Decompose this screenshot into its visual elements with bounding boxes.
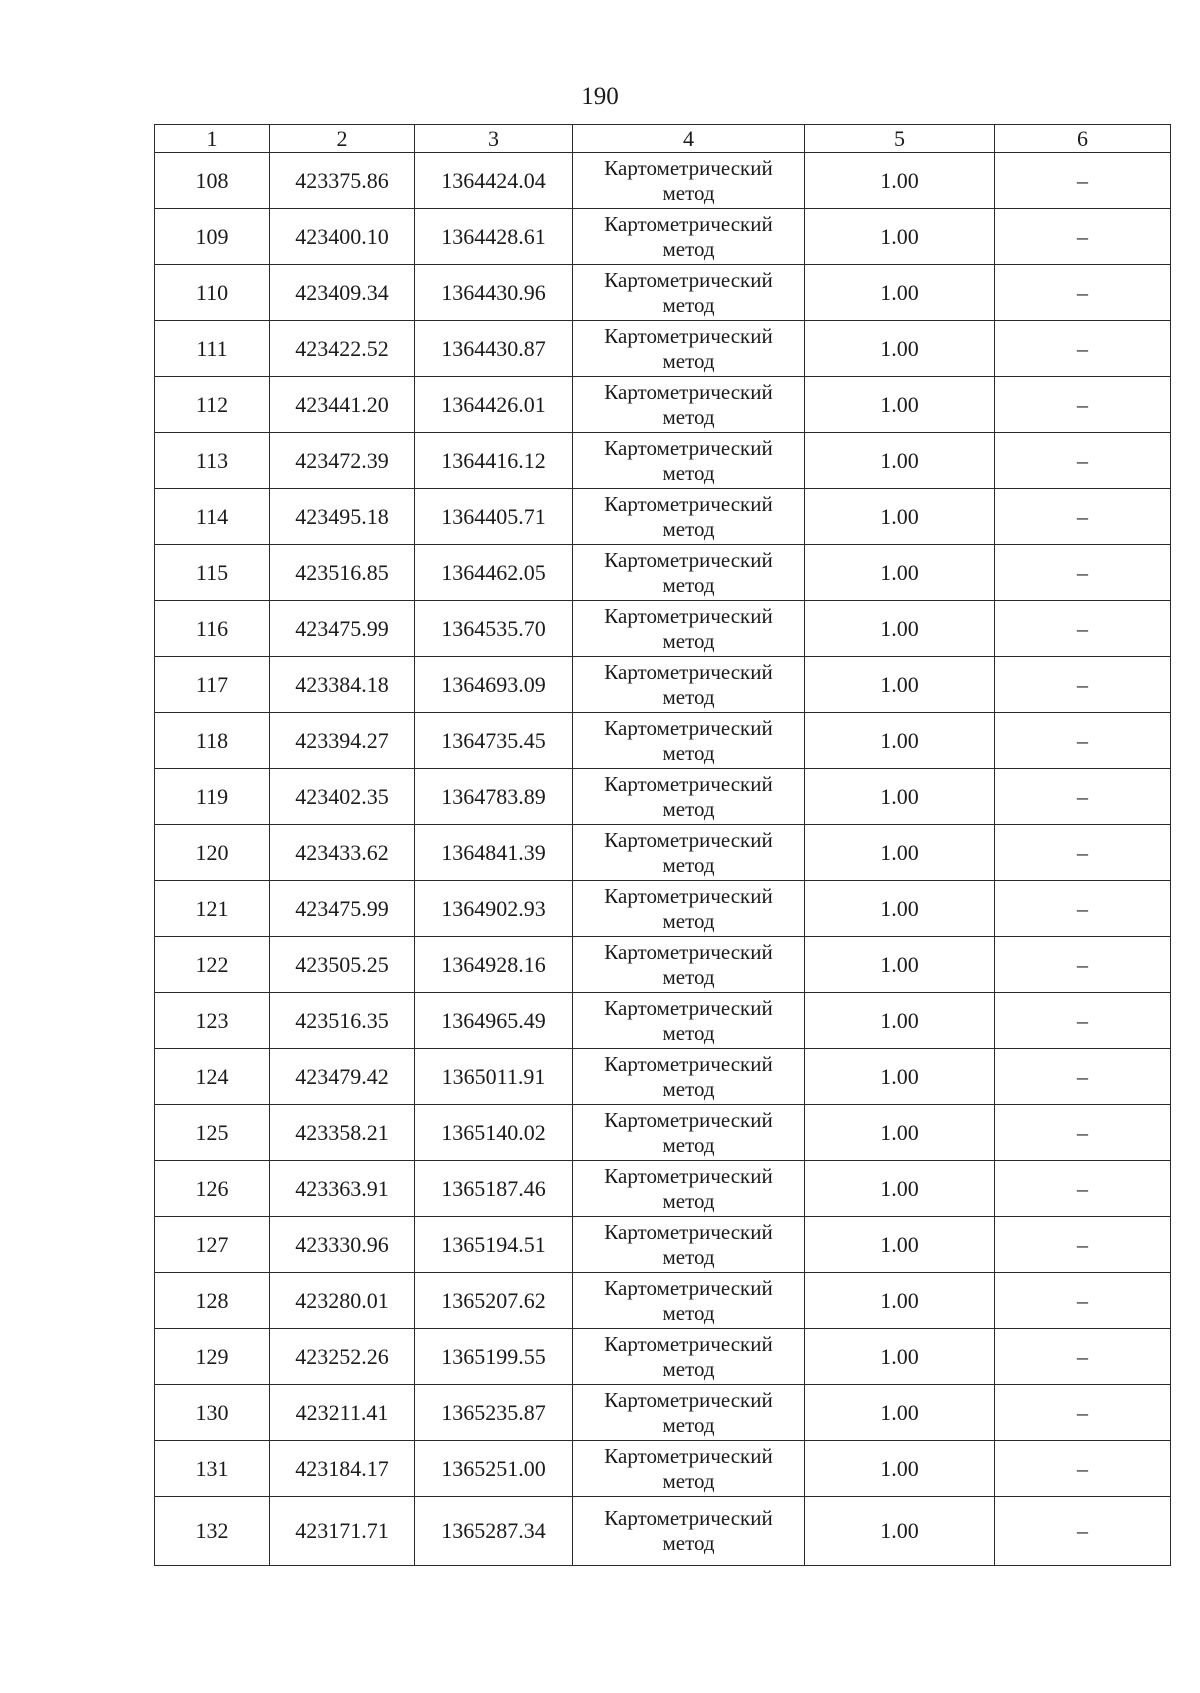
method-cell bbox=[573, 433, 805, 489]
x-coordinate-cell: 423384.18 bbox=[270, 657, 415, 713]
accuracy-cell: 1.00 bbox=[805, 1049, 995, 1105]
method-text-line: метод bbox=[662, 572, 715, 597]
y-coordinate-cell: 1364426.01 bbox=[415, 377, 573, 433]
accuracy-cell: 1.00 bbox=[805, 153, 995, 209]
y-coordinate-cell: 1365194.51 bbox=[415, 1217, 573, 1273]
accuracy-cell: 1.00 bbox=[805, 545, 995, 601]
method-text-line: метод bbox=[662, 964, 715, 989]
y-coordinate-cell: 1364535.70 bbox=[415, 601, 573, 657]
point-number-cell: 115 bbox=[155, 545, 270, 601]
method-text-line: метод bbox=[662, 236, 715, 261]
table-row bbox=[155, 433, 1171, 489]
note-cell: – bbox=[995, 209, 1171, 265]
x-coordinate-cell: 423330.96 bbox=[270, 1217, 415, 1273]
table-row bbox=[155, 993, 1171, 1049]
table-row bbox=[155, 1497, 1171, 1566]
method-cell bbox=[573, 601, 805, 657]
method-text-line: Картометрический bbox=[604, 211, 773, 236]
table-row bbox=[155, 1441, 1171, 1497]
method-text-line: метод bbox=[662, 1531, 715, 1555]
table-row bbox=[155, 1217, 1171, 1273]
column-header: 5 bbox=[805, 125, 995, 153]
method-text-line: Картометрический bbox=[604, 379, 773, 404]
x-coordinate-cell: 423394.27 bbox=[270, 713, 415, 769]
method-text-line: Картометрический bbox=[604, 323, 773, 348]
method-text-line: метод bbox=[662, 796, 715, 821]
method-text-line: метод bbox=[662, 1020, 715, 1045]
point-number-cell: 127 bbox=[155, 1217, 270, 1273]
x-coordinate-cell: 423375.86 bbox=[270, 153, 415, 209]
note-cell: – bbox=[995, 545, 1171, 601]
note-cell: – bbox=[995, 1385, 1171, 1441]
method-cell bbox=[573, 209, 805, 265]
method-cell bbox=[573, 1161, 805, 1217]
method-text-line: Картометрический bbox=[604, 1443, 773, 1468]
y-coordinate-cell: 1364693.09 bbox=[415, 657, 573, 713]
table-row bbox=[155, 377, 1171, 433]
y-coordinate-cell: 1364783.89 bbox=[415, 769, 573, 825]
x-coordinate-cell: 423441.20 bbox=[270, 377, 415, 433]
method-cell bbox=[573, 321, 805, 377]
method-text-line: Картометрический bbox=[604, 491, 773, 516]
y-coordinate-cell: 1364430.87 bbox=[415, 321, 573, 377]
method-cell bbox=[573, 545, 805, 601]
point-number-cell: 130 bbox=[155, 1385, 270, 1441]
point-number-cell: 120 bbox=[155, 825, 270, 881]
method-cell bbox=[573, 657, 805, 713]
x-coordinate-cell: 423363.91 bbox=[270, 1161, 415, 1217]
note-cell: – bbox=[995, 1497, 1171, 1566]
method-text-line: Картометрический bbox=[604, 883, 773, 908]
x-coordinate-cell: 423495.18 bbox=[270, 489, 415, 545]
y-coordinate-cell: 1365287.34 bbox=[415, 1497, 573, 1566]
method-text-line: метод bbox=[662, 852, 715, 877]
point-number-cell: 131 bbox=[155, 1441, 270, 1497]
x-coordinate-cell: 423252.26 bbox=[270, 1329, 415, 1385]
accuracy-cell: 1.00 bbox=[805, 209, 995, 265]
method-text-line: метод bbox=[662, 1076, 715, 1101]
note-cell: – bbox=[995, 1329, 1171, 1385]
y-coordinate-cell: 1365187.46 bbox=[415, 1161, 573, 1217]
accuracy-cell: 1.00 bbox=[805, 1385, 995, 1441]
point-number-cell: 108 bbox=[155, 153, 270, 209]
point-number-cell: 125 bbox=[155, 1105, 270, 1161]
table-row bbox=[155, 1161, 1171, 1217]
accuracy-cell: 1.00 bbox=[805, 1441, 995, 1497]
y-coordinate-cell: 1364405.71 bbox=[415, 489, 573, 545]
table-row bbox=[155, 881, 1171, 937]
method-cell bbox=[573, 1105, 805, 1161]
accuracy-cell: 1.00 bbox=[805, 993, 995, 1049]
note-cell: – bbox=[995, 321, 1171, 377]
note-cell: – bbox=[995, 657, 1171, 713]
point-number-cell: 119 bbox=[155, 769, 270, 825]
accuracy-cell: 1.00 bbox=[805, 1273, 995, 1329]
accuracy-cell: 1.00 bbox=[805, 489, 995, 545]
table-row bbox=[155, 769, 1171, 825]
x-coordinate-cell: 423358.21 bbox=[270, 1105, 415, 1161]
point-number-cell: 128 bbox=[155, 1273, 270, 1329]
note-cell: – bbox=[995, 993, 1171, 1049]
y-coordinate-cell: 1364416.12 bbox=[415, 433, 573, 489]
point-number-cell: 110 bbox=[155, 265, 270, 321]
y-coordinate-cell: 1365251.00 bbox=[415, 1441, 573, 1497]
table-row bbox=[155, 153, 1171, 209]
x-coordinate-cell: 423402.35 bbox=[270, 769, 415, 825]
method-text-line: Картометрический bbox=[604, 1107, 773, 1132]
column-header: 2 bbox=[270, 125, 415, 153]
x-coordinate-cell: 423505.25 bbox=[270, 937, 415, 993]
point-number-cell: 114 bbox=[155, 489, 270, 545]
note-cell: – bbox=[995, 601, 1171, 657]
method-text-line: Картометрический bbox=[604, 1506, 773, 1530]
y-coordinate-cell: 1364424.04 bbox=[415, 153, 573, 209]
point-number-cell: 124 bbox=[155, 1049, 270, 1105]
accuracy-cell: 1.00 bbox=[805, 377, 995, 433]
table-row bbox=[155, 1385, 1171, 1441]
table-row bbox=[155, 1105, 1171, 1161]
note-cell: – bbox=[995, 1217, 1171, 1273]
point-number-cell: 113 bbox=[155, 433, 270, 489]
table-row bbox=[155, 321, 1171, 377]
point-number-cell: 112 bbox=[155, 377, 270, 433]
point-number-cell: 121 bbox=[155, 881, 270, 937]
coordinates-table bbox=[154, 124, 1171, 1566]
note-cell: – bbox=[995, 433, 1171, 489]
point-number-cell: 122 bbox=[155, 937, 270, 993]
x-coordinate-cell: 423475.99 bbox=[270, 601, 415, 657]
table-row bbox=[155, 657, 1171, 713]
note-cell: – bbox=[995, 937, 1171, 993]
method-cell bbox=[573, 937, 805, 993]
method-text-line: Картометрический bbox=[604, 603, 773, 628]
y-coordinate-cell: 1365140.02 bbox=[415, 1105, 573, 1161]
method-text-line: Картометрический bbox=[604, 547, 773, 572]
method-text-line: метод bbox=[662, 740, 715, 765]
accuracy-cell: 1.00 bbox=[805, 657, 995, 713]
method-text-line: Картометрический bbox=[604, 939, 773, 964]
table-row bbox=[155, 209, 1171, 265]
method-text-line: метод bbox=[662, 1132, 715, 1157]
note-cell: – bbox=[995, 377, 1171, 433]
method-text-line: Картометрический bbox=[604, 715, 773, 740]
column-header: 3 bbox=[415, 125, 573, 153]
accuracy-cell: 1.00 bbox=[805, 265, 995, 321]
method-cell bbox=[573, 1329, 805, 1385]
x-coordinate-cell: 423280.01 bbox=[270, 1273, 415, 1329]
y-coordinate-cell: 1365235.87 bbox=[415, 1385, 573, 1441]
y-coordinate-cell: 1365207.62 bbox=[415, 1273, 573, 1329]
y-coordinate-cell: 1365011.91 bbox=[415, 1049, 573, 1105]
note-cell: – bbox=[995, 1161, 1171, 1217]
method-text-line: Картометрический bbox=[604, 1219, 773, 1244]
table-body bbox=[155, 125, 1171, 1566]
point-number-cell: 129 bbox=[155, 1329, 270, 1385]
note-cell: – bbox=[995, 1049, 1171, 1105]
method-text-line: Картометрический bbox=[604, 1163, 773, 1188]
method-text-line: Картометрический bbox=[604, 1331, 773, 1356]
table-row bbox=[155, 713, 1171, 769]
point-number-cell: 117 bbox=[155, 657, 270, 713]
accuracy-cell: 1.00 bbox=[805, 1217, 995, 1273]
method-text-line: Картометрический bbox=[604, 771, 773, 796]
x-coordinate-cell: 423433.62 bbox=[270, 825, 415, 881]
accuracy-cell: 1.00 bbox=[805, 433, 995, 489]
accuracy-cell: 1.00 bbox=[805, 1329, 995, 1385]
table-row bbox=[155, 265, 1171, 321]
method-cell bbox=[573, 1049, 805, 1105]
y-coordinate-cell: 1364462.05 bbox=[415, 545, 573, 601]
method-cell bbox=[573, 1273, 805, 1329]
method-text-line: метод bbox=[662, 1468, 715, 1493]
method-cell bbox=[573, 881, 805, 937]
point-number-cell: 123 bbox=[155, 993, 270, 1049]
table-row bbox=[155, 601, 1171, 657]
point-number-cell: 132 bbox=[155, 1497, 270, 1566]
method-text-line: Картометрический bbox=[604, 827, 773, 852]
note-cell: – bbox=[995, 153, 1171, 209]
point-number-cell: 116 bbox=[155, 601, 270, 657]
y-coordinate-cell: 1364430.96 bbox=[415, 265, 573, 321]
method-cell bbox=[573, 713, 805, 769]
method-text-line: метод bbox=[662, 628, 715, 653]
method-text-line: метод bbox=[662, 1188, 715, 1213]
accuracy-cell: 1.00 bbox=[805, 881, 995, 937]
x-coordinate-cell: 423422.52 bbox=[270, 321, 415, 377]
page-number: 190 bbox=[581, 83, 619, 110]
table-row bbox=[155, 937, 1171, 993]
x-coordinate-cell: 423409.34 bbox=[270, 265, 415, 321]
method-text-line: метод bbox=[662, 1412, 715, 1437]
y-coordinate-cell: 1364902.93 bbox=[415, 881, 573, 937]
y-coordinate-cell: 1364965.49 bbox=[415, 993, 573, 1049]
method-cell bbox=[573, 1385, 805, 1441]
accuracy-cell: 1.00 bbox=[805, 713, 995, 769]
accuracy-cell: 1.00 bbox=[805, 1105, 995, 1161]
method-cell bbox=[573, 825, 805, 881]
method-text-line: метод bbox=[662, 1300, 715, 1325]
accuracy-cell: 1.00 bbox=[805, 937, 995, 993]
point-number-cell: 118 bbox=[155, 713, 270, 769]
x-coordinate-cell: 423171.71 bbox=[270, 1497, 415, 1566]
note-cell: – bbox=[995, 489, 1171, 545]
accuracy-cell: 1.00 bbox=[805, 1497, 995, 1566]
method-text-line: Картометрический bbox=[604, 659, 773, 684]
accuracy-cell: 1.00 bbox=[805, 825, 995, 881]
point-number-cell: 109 bbox=[155, 209, 270, 265]
x-coordinate-cell: 423184.17 bbox=[270, 1441, 415, 1497]
x-coordinate-cell: 423516.85 bbox=[270, 545, 415, 601]
method-cell bbox=[573, 1217, 805, 1273]
accuracy-cell: 1.00 bbox=[805, 601, 995, 657]
method-text-line: метод bbox=[662, 180, 715, 205]
method-cell bbox=[573, 769, 805, 825]
method-text-line: Картометрический bbox=[604, 995, 773, 1020]
column-header: 1 bbox=[155, 125, 270, 153]
note-cell: – bbox=[995, 881, 1171, 937]
method-cell bbox=[573, 265, 805, 321]
accuracy-cell: 1.00 bbox=[805, 1161, 995, 1217]
table-row bbox=[155, 1329, 1171, 1385]
method-text-line: метод bbox=[662, 1244, 715, 1269]
method-cell bbox=[573, 489, 805, 545]
accuracy-cell: 1.00 bbox=[805, 321, 995, 377]
method-text-line: Картометрический bbox=[604, 1051, 773, 1076]
method-cell bbox=[573, 153, 805, 209]
method-cell bbox=[573, 377, 805, 433]
method-text-line: Картометрический bbox=[604, 1387, 773, 1412]
x-coordinate-cell: 423475.99 bbox=[270, 881, 415, 937]
table-header-row bbox=[155, 125, 1171, 153]
method-text-line: метод bbox=[662, 684, 715, 709]
y-coordinate-cell: 1364428.61 bbox=[415, 209, 573, 265]
accuracy-cell: 1.00 bbox=[805, 769, 995, 825]
note-cell: – bbox=[995, 265, 1171, 321]
y-coordinate-cell: 1364928.16 bbox=[415, 937, 573, 993]
y-coordinate-cell: 1365199.55 bbox=[415, 1329, 573, 1385]
method-text-line: метод bbox=[662, 516, 715, 541]
method-cell bbox=[573, 993, 805, 1049]
note-cell: – bbox=[995, 825, 1171, 881]
point-number-cell: 126 bbox=[155, 1161, 270, 1217]
table-row bbox=[155, 545, 1171, 601]
method-text-line: метод bbox=[662, 908, 715, 933]
table-row bbox=[155, 825, 1171, 881]
method-text-line: метод bbox=[662, 404, 715, 429]
x-coordinate-cell: 423211.41 bbox=[270, 1385, 415, 1441]
x-coordinate-cell: 423479.42 bbox=[270, 1049, 415, 1105]
method-cell bbox=[573, 1441, 805, 1497]
y-coordinate-cell: 1364735.45 bbox=[415, 713, 573, 769]
method-text-line: Картометрический bbox=[604, 1275, 773, 1300]
x-coordinate-cell: 423472.39 bbox=[270, 433, 415, 489]
note-cell: – bbox=[995, 1273, 1171, 1329]
x-coordinate-cell: 423400.10 bbox=[270, 209, 415, 265]
note-cell: – bbox=[995, 1105, 1171, 1161]
method-text-line: метод bbox=[662, 460, 715, 485]
table-row bbox=[155, 489, 1171, 545]
note-cell: – bbox=[995, 713, 1171, 769]
method-text-line: Картометрический bbox=[604, 155, 773, 180]
note-cell: – bbox=[995, 1441, 1171, 1497]
method-text-line: метод bbox=[662, 292, 715, 317]
table-row bbox=[155, 1049, 1171, 1105]
column-header: 6 bbox=[995, 125, 1171, 153]
point-number-cell: 111 bbox=[155, 321, 270, 377]
method-text-line: Картометрический bbox=[604, 435, 773, 460]
x-coordinate-cell: 423516.35 bbox=[270, 993, 415, 1049]
table-row bbox=[155, 1273, 1171, 1329]
method-cell bbox=[573, 1497, 805, 1566]
note-cell: – bbox=[995, 769, 1171, 825]
y-coordinate-cell: 1364841.39 bbox=[415, 825, 573, 881]
method-text-line: метод bbox=[662, 1356, 715, 1381]
column-header: 4 bbox=[573, 125, 805, 153]
method-text-line: Картометрический bbox=[604, 267, 773, 292]
method-text-line: метод bbox=[662, 348, 715, 373]
